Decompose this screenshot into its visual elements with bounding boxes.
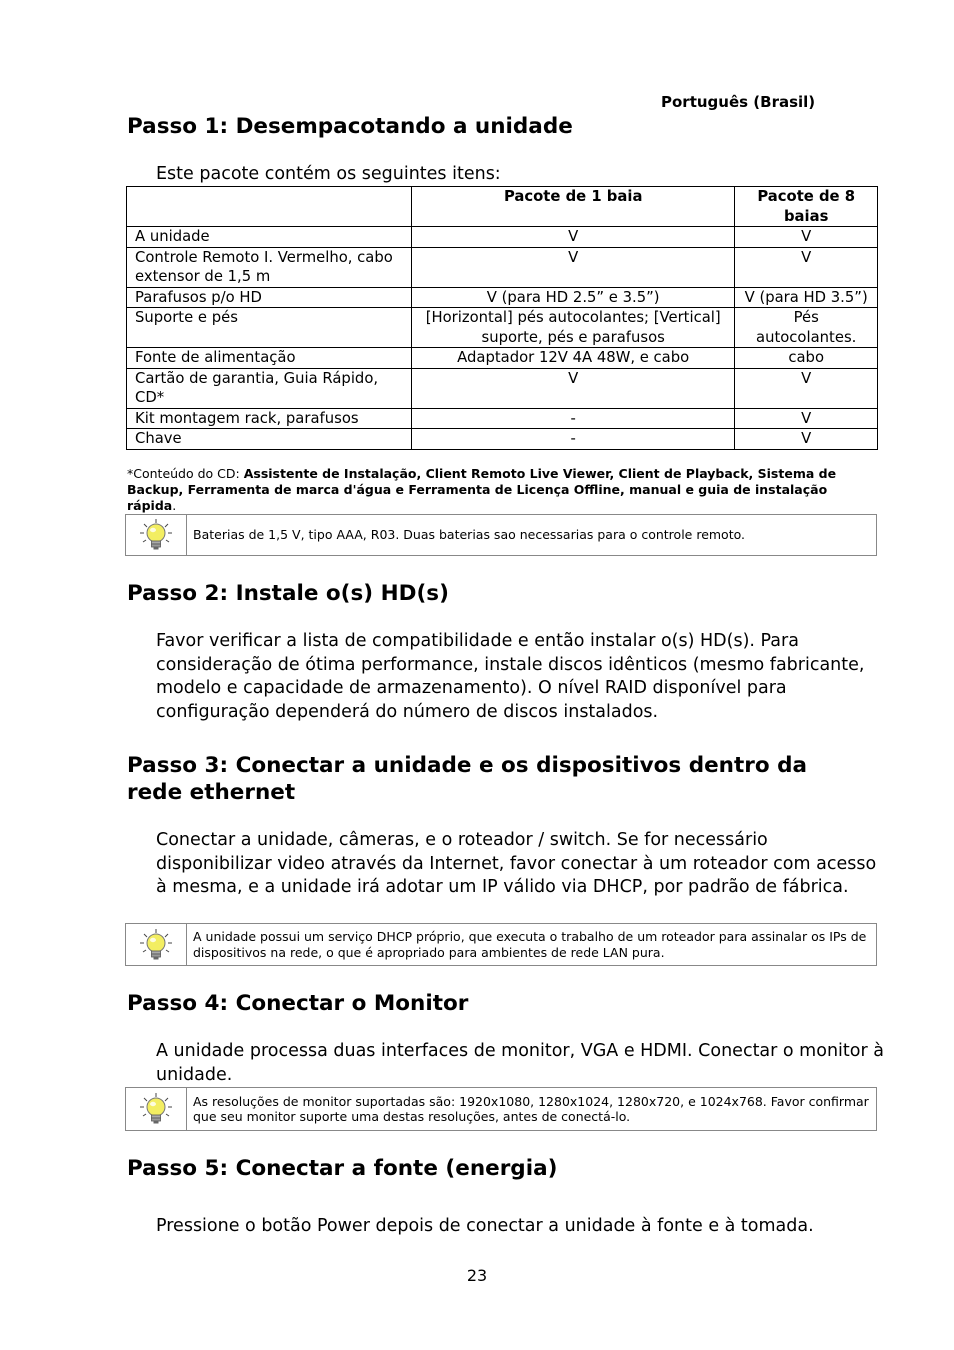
language-label: Português (Brasil) — [661, 93, 816, 111]
table-row — [127, 227, 878, 248]
tip-box-resolutions — [125, 1087, 877, 1131]
item-8bay: V — [735, 227, 878, 248]
item-8bay: Pés autocolantes. — [735, 308, 878, 348]
item-label: Fonte de alimentação — [127, 348, 412, 369]
page-number: 23 — [466, 1266, 488, 1285]
tip-box-dhcp — [125, 923, 877, 966]
item-8bay: V — [735, 408, 878, 429]
item-1bay: V — [412, 368, 735, 408]
item-1bay: [Horizontal] pés autocolantes; [Vertical] suporte, pés e parafusos — [412, 308, 735, 348]
table-header-1bay: Pacote de 1 baia — [412, 187, 735, 227]
step5-title: Passo 5: Conectar a fonte (energia) — [127, 1156, 558, 1181]
table-row — [127, 247, 878, 287]
item-label: Chave — [127, 429, 412, 450]
tip-text: As resoluções de monitor suportadas são: 1920x1080, 1280x1024, 1280x720, e 1024x768. Favor confirmar que seu monitor suporte uma destas resoluções, antes de conectá-lo. — [193, 1093, 869, 1124]
item-label: A unidade — [127, 227, 412, 248]
tip-text: A unidade possui um serviço DHCP próprio, que executa o trabalho de um roteador para assinalar os IPs de dispositivos na rede, o que é apropriado para ambientes de rede LAN pura. — [193, 929, 867, 960]
item-8bay: V — [735, 429, 878, 450]
cd-note-contents: Assistente de Instalação, Client Remoto Live Viewer, Client de Playback, Sistema de Backup, Ferramenta de marca d'água e Ferramenta de Licença Offline, manual e guia de instalação rápida — [127, 466, 837, 513]
step5-body: Pressione o botão Power depois de conectar a unidade à fonte e à tomada. — [156, 1216, 814, 1236]
step1-title: Passo 1: Desempacotando a unidade — [127, 114, 573, 139]
package-contents-table — [126, 186, 878, 450]
table-row — [127, 408, 878, 429]
table-row — [127, 429, 878, 450]
table-row — [127, 308, 878, 348]
step4-body: A unidade processa duas interfaces de monitor, VGA e HDMI. Conectar o monitor à unidade. — [156, 1041, 884, 1085]
table-header-blank — [127, 187, 412, 227]
step3-title: Passo 3: Conectar a unidade e os dispositivos dentro da rede ethernet — [127, 753, 808, 805]
table-header-row — [127, 187, 878, 227]
item-label: Parafusos p/o HD — [127, 287, 412, 308]
item-label: Suporte e pés — [127, 308, 412, 348]
item-1bay: - — [412, 429, 735, 450]
step2-title: Passo 2: Instale o(s) HD(s) — [127, 581, 449, 606]
step3-body: Conectar a unidade, câmeras, e o roteador / switch. Se for necessário disponibilizar video através da Internet, favor conectar à um roteador com acesso à mesma, e a unidade irá adotar um IP válido via DHCP, por padrão de fábrica. — [156, 830, 877, 897]
item-1bay: V — [412, 227, 735, 248]
lightbulb-icon — [126, 515, 187, 555]
tip-box-batteries — [125, 514, 877, 556]
item-8bay: V — [735, 247, 878, 287]
item-1bay: Adaptador 12V 4A 48W, e cabo — [412, 348, 735, 369]
lightbulb-icon — [126, 924, 187, 965]
item-1bay: - — [412, 408, 735, 429]
item-8bay: V (para HD 3.5”) — [735, 287, 878, 308]
step2-body: Favor verificar a lista de compatibilidade e então instalar o(s) HD(s). Para consideração de ótima performance, instale discos idênticos (mesmo fabricante, modelo e capacidade de armazenamento). O nível RAID disponível para configuração dependerá do número de discos instalados. — [156, 631, 865, 722]
table-row — [127, 348, 878, 369]
cd-note-prefix: *Conteúdo do CD: — [127, 466, 244, 481]
item-label: Kit montagem rack, parafusos — [127, 408, 412, 429]
table-row — [127, 368, 878, 408]
cd-contents-note — [127, 466, 847, 514]
step1-intro: Este pacote contém os seguintes itens: — [156, 164, 501, 184]
item-8bay: cabo — [735, 348, 878, 369]
lightbulb-icon — [126, 1088, 187, 1130]
tip-text: Baterias de 1,5 V, tipo AAA, R03. Duas baterias sao necessarias para o controle remoto. — [193, 527, 746, 543]
table-row — [127, 287, 878, 308]
item-1bay: V (para HD 2.5” e 3.5”) — [412, 287, 735, 308]
table-header-8bay: Pacote de 8 baias — [735, 187, 878, 227]
item-1bay: V — [412, 247, 735, 287]
cd-note-suffix: . — [172, 498, 177, 513]
item-label: Controle Remoto I. Vermelho, cabo extensor de 1,5 m — [127, 247, 412, 287]
step4-title: Passo 4: Conectar o Monitor — [127, 991, 469, 1016]
item-8bay: V — [735, 368, 878, 408]
item-label: Cartão de garantia, Guia Rápido, CD* — [127, 368, 412, 408]
